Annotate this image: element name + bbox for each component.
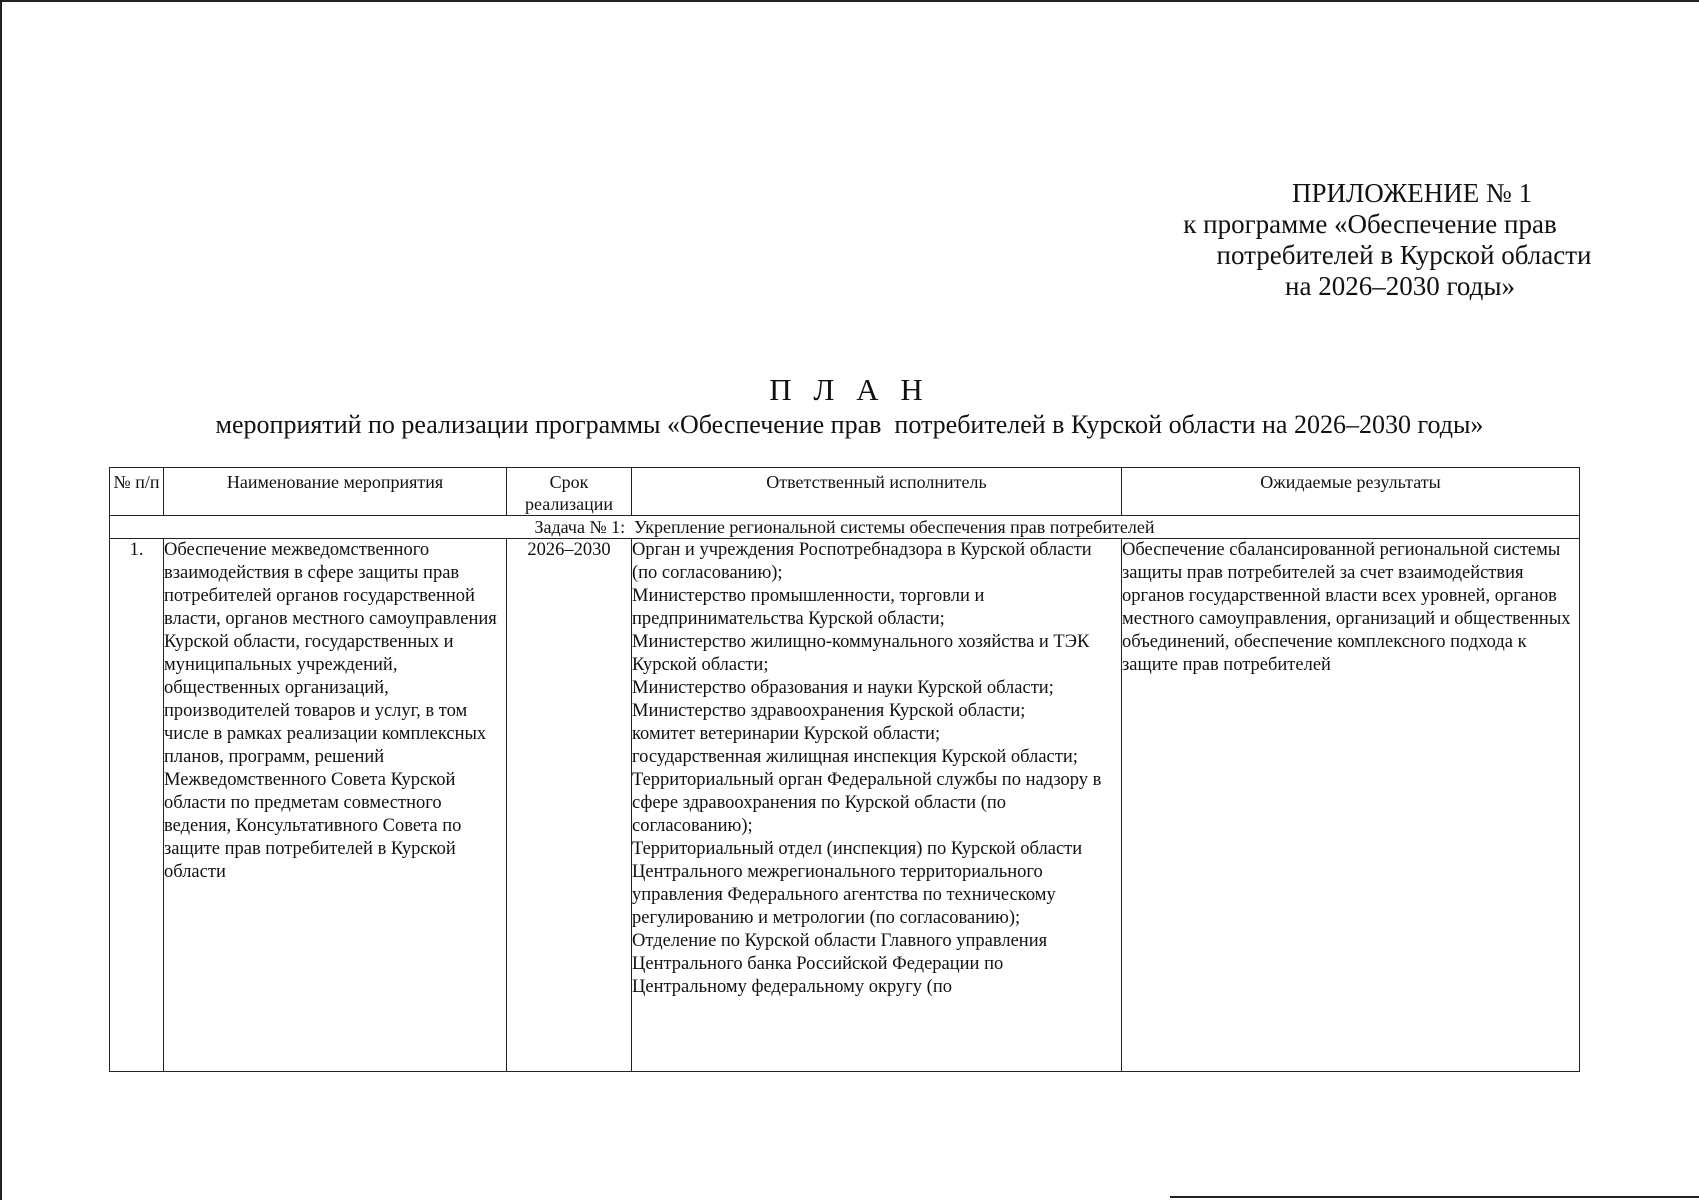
task-title: Задача № 1: Укрепление региональной системы обеспечения прав потребителей (110, 516, 1580, 539)
row-period: 2026–2030 (507, 539, 632, 1072)
executor-item: Министерство образования и науки Курской области; (632, 678, 1054, 698)
header-period: Срок реализации (507, 468, 632, 516)
executor-item: государственная жилищная инспекция Курской области; (632, 747, 1078, 767)
header-name: Наименование мероприятия (164, 468, 507, 516)
appendix-line: потребителей в Курской области (1216, 240, 1592, 270)
bottom-rule (1170, 1196, 1699, 1198)
executor-item: Министерство промышленности, торговли и предпринимательства Курской области; (632, 586, 985, 629)
appendix-number: ПРИЛОЖЕНИЕ № 1 (1291, 178, 1533, 208)
executor-item: комитет ветеринарии Курской области; (632, 724, 941, 744)
header-num: № п/п (110, 468, 164, 516)
row-num: 1. (110, 539, 164, 1072)
executor-item: Территориальный отдел (инспекция) по Курской области Центрального межрегионального территориального управления Федерального агентства по техническому регулированию и метрологии (по согласованию); (632, 839, 1083, 928)
executor-item: Министерство жилищно-коммунального хозяйства и ТЭК Курской области; (632, 632, 1090, 675)
header-executor: Ответственный исполнитель (632, 468, 1122, 516)
executor-item: Территориальный орган Федеральной службы по надзору в сфере здравоохранения по Курской области (по согласованию); (632, 770, 1102, 836)
task-row (110, 516, 1580, 539)
executor-item: Министерство здравоохранения Курской области; (632, 701, 1026, 721)
appendix-header (1175, 178, 1595, 302)
appendix-line: к программе «Обеспечение прав (1183, 209, 1557, 239)
executor-item: Орган и учреждения Роспотребнадзора в Курской области (по согласованию); (632, 540, 1092, 583)
table-row (110, 539, 1580, 1072)
row-result: Обеспечение сбалансированной региональной системы защиты прав потребителей за счет взаимодействия органов государственной власти всех уровней, органов местного самоуправления, организаций и общественных объединений, обеспечение комплексного подхода к защите прав потребителей (1122, 539, 1580, 1072)
table-header-row (110, 468, 1580, 516)
plan-title: П Л А Н (769, 372, 930, 407)
plan-table (109, 467, 1580, 1072)
appendix-line: на 2026–2030 годы» (1285, 271, 1515, 301)
row-executors (632, 539, 1122, 1072)
row-name: Обеспечение межведомственного взаимодействия в сфере защиты прав потребителей органов государственной власти, органов местного самоуправления Курской области, государственных и муниципальных учреждений, общественных организаций, производителей товаров и услуг, в том числе в рамках реализации комплексных планов, программ, решений Межведомственного Совета Курской области по предметам совместного ведения, Консультативного Совета по защите прав потребителей в Курской области (164, 539, 507, 1072)
header-results: Ожидаемые результаты (1122, 468, 1580, 516)
plan-subtitle: мероприятий по реализации программы «Обеспечение прав потребителей в Курской области на 2026–2030 годы» (215, 410, 1484, 439)
executor-item: Отделение по Курской области Главного управления Центрального банка Российской Федерации по Центральному федеральному округу (по (632, 931, 1048, 997)
